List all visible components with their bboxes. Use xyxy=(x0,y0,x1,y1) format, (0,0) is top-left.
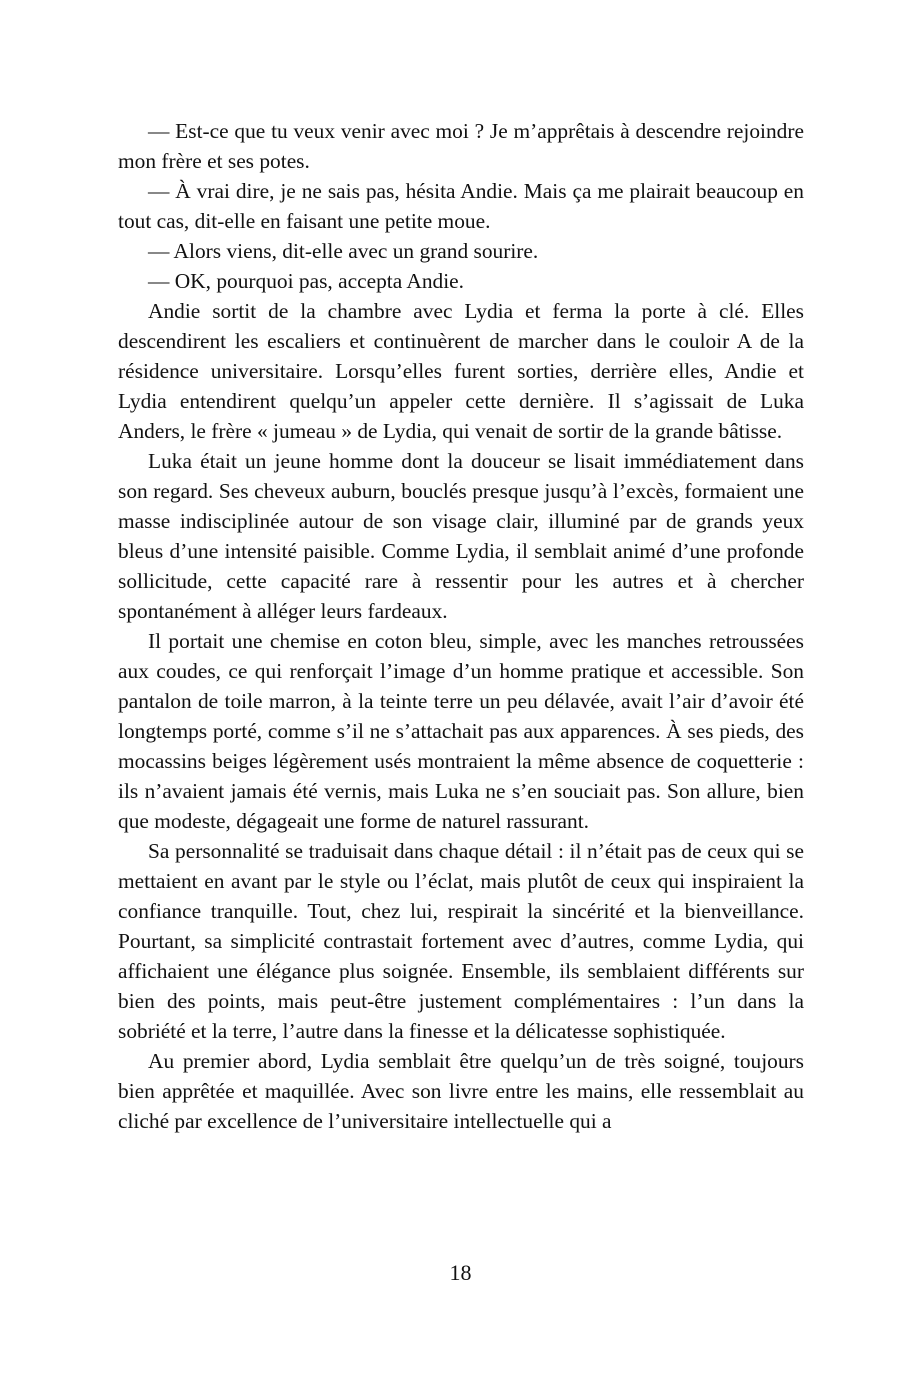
body-paragraph: Il portait une chemise en coton bleu, simple, avec les manches retroussées aux coudes, ce qui renforçait l’image d’un homme pratique et accessible. Son pantalon de toile marron, à la teinte terre un peu délavée, avait l’air d’avoir été longtemps porté, comme s’il ne s’attachait pas aux apparences. À ses pieds, des mocassins beiges légèrement usés montraient la même absence de coquetterie : ils n’avaient jamais été vernis, mais Luka ne s’en souciait pas. Son allure, bien que modeste, dégageait une forme de naturel rassurant. xyxy=(118,629,804,833)
book-page-text xyxy=(118,116,804,1136)
dialogue-paragraph: — Alors viens, dit-elle avec un grand sourire. xyxy=(148,239,539,263)
page-number: 18 xyxy=(449,1260,472,1285)
dialogue-paragraph: — OK, pourquoi pas, accepta Andie. xyxy=(148,269,465,293)
body-paragraph: Sa personnalité se traduisait dans chaque détail : il n’était pas de ceux qui se mettaient en avant par le style ou l’éclat, mais plutôt de ceux qui inspiraient la confiance tranquille. Tout, chez lui, respirait la sincérité et la bienveillance. Pourtant, sa simplicité contrastait fortement avec d’autres, comme Lydia, qui affichaient une élégance plus soignée. Ensemble, ils semblaient différents sur bien des points, mais peut-être justement complémentaires : l’un dans la sobriété et la terre, l’autre dans la finesse et la délicatesse sophistiquée. xyxy=(118,839,804,1043)
body-paragraph: Andie sortit de la chambre avec Lydia et ferma la porte à clé. Elles descendirent les escaliers et continuèrent de marcher dans le couloir A de la résidence universitaire. Lorsqu’elles furent sorties, derrière elles, Andie et Lydia entendirent quelqu’un appeler cette dernière. Il s’agissait de Luka Anders, le frère « jumeau » de Lydia, qui venait de sortir de la grande bâtisse. xyxy=(118,299,804,443)
body-paragraph: Au premier abord, Lydia semblait être quelqu’un de très soigné, toujours bien apprêtée et maquillée. Avec son livre entre les mains, elle ressemblait au cliché par excellence de l’universitaire intellectuelle qui a xyxy=(118,1049,804,1133)
dialogue-paragraph: — Est-ce que tu veux venir avec moi ? Je m’apprêtais à descendre rejoindre mon frère et ses potes. xyxy=(118,119,804,173)
body-paragraph: Luka était un jeune homme dont la douceur se lisait immédiatement dans son regard. Ses cheveux auburn, bouclés presque jusqu’à l’excès, formaient une masse indisciplinée autour de son visage clair, illuminé par de grands yeux bleus d’une intensité paisible. Comme Lydia, il semblait animé d’une profonde sollicitude, cette capacité rare à ressentir pour les autres et à chercher spontanément à alléger leurs fardeaux. xyxy=(118,449,804,623)
dialogue-paragraph: — À vrai dire, je ne sais pas, hésita Andie. Mais ça me plairait beaucoup en tout cas, dit-elle en faisant une petite moue. xyxy=(118,179,804,233)
